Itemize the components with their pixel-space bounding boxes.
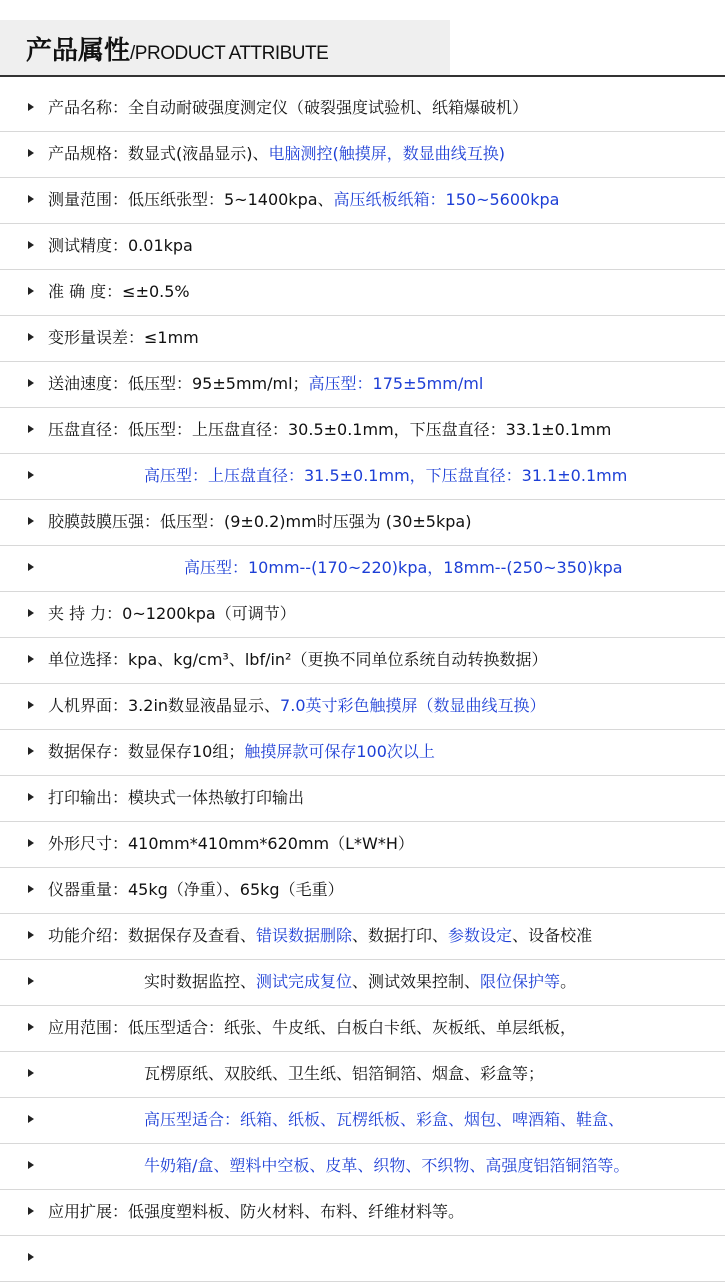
section-title: [26, 30, 328, 67]
attribute-row: [0, 408, 725, 454]
attribute-text-segment: 打印输出：模块式一体热敏打印输出: [48, 788, 305, 807]
attribute-text-segment: 准 确 度：≤±0.5%: [48, 282, 190, 301]
attribute-row: [0, 86, 725, 132]
attribute-text: [48, 143, 505, 165]
attribute-text: [48, 695, 546, 717]
attribute-text: [184, 557, 623, 579]
attribute-row: [0, 1236, 725, 1282]
attribute-text-segment: 外形尺寸：410mm*410mm*620mm（L*W*H）: [48, 834, 414, 853]
attribute-text-segment: 牛奶箱/盒、塑料中空板、皮革、织物、不织物、高强度铝箔铜箔等。: [144, 1156, 630, 1175]
attribute-text-segment: 测试精度：0.01kpa: [48, 236, 193, 255]
attribute-text: [48, 281, 190, 303]
attribute-text: [144, 465, 627, 487]
triangle-bullet-icon: [28, 609, 34, 617]
triangle-bullet-icon: [28, 287, 34, 295]
attribute-text: [144, 1109, 624, 1131]
triangle-bullet-icon: [28, 563, 34, 571]
attribute-text-segment: 高压型：175±5mm/ml: [308, 374, 484, 393]
attribute-row: [0, 362, 725, 408]
attribute-text: [144, 1063, 544, 1085]
attribute-text: [48, 97, 528, 119]
attribute-row: [0, 316, 725, 362]
triangle-bullet-icon: [28, 839, 34, 847]
attribute-list: [0, 86, 725, 1282]
attribute-text-segment: 仪器重量：45kg（净重）、65kg（毛重）: [48, 880, 344, 899]
attribute-row: [0, 914, 725, 960]
triangle-bullet-icon: [28, 333, 34, 341]
attribute-text-segment: 数据保存：数显保存10组；: [48, 742, 245, 761]
attribute-text-segment: 胶膜鼓膜压强：低压型：(9±0.2)mm时压强为 (30±5kpa): [48, 512, 472, 531]
attribute-row: [0, 592, 725, 638]
attribute-text: [48, 833, 414, 855]
attribute-text-segment: 产品规格：数显式(液晶显示)、: [48, 144, 269, 163]
attribute-text-segment: 高压纸板纸箱：150~5600kpa: [333, 190, 560, 209]
attribute-text-segment: 测试完成复位: [256, 972, 353, 991]
attribute-text-segment: 、数据打印、: [352, 926, 449, 945]
attribute-text: [144, 1155, 629, 1177]
attribute-text: [48, 373, 483, 395]
triangle-bullet-icon: [28, 1115, 34, 1123]
attribute-text-segment: 压盘直径：低压型：上压盘直径：30.5±0.1mm，下压盘直径：33.1±0.1mm: [48, 420, 612, 439]
attribute-text-segment: 高压型：10mm--(170~220)kpa，18mm--(250~350)kpa: [184, 558, 623, 577]
triangle-bullet-icon: [28, 931, 34, 939]
attribute-row: [0, 1052, 725, 1098]
triangle-bullet-icon: [28, 1207, 34, 1215]
section-title-en: /PRODUCT ATTRIBUTE: [130, 43, 329, 64]
attribute-row: [0, 822, 725, 868]
triangle-bullet-icon: [28, 701, 34, 709]
attribute-text: [48, 327, 199, 349]
attribute-row: [0, 454, 725, 500]
triangle-bullet-icon: [28, 1069, 34, 1077]
attribute-row: [0, 960, 725, 1006]
header-divider: [0, 75, 725, 77]
attribute-text-segment: 高压型：上压盘直径：31.5±0.1mm，下压盘直径：31.1±0.1mm: [144, 466, 628, 485]
attribute-text: [48, 649, 547, 671]
attribute-text-segment: 限位保护等: [480, 972, 561, 991]
triangle-bullet-icon: [28, 793, 34, 801]
triangle-bullet-icon: [28, 1253, 34, 1261]
attribute-row: [0, 1190, 725, 1236]
attribute-text: [48, 511, 471, 533]
attribute-text: [48, 879, 344, 901]
attribute-text-segment: 单位选择：kpa、kg/cm³、lbf/in²（更换不同单位系统自动转换数据）: [48, 650, 548, 669]
attribute-row: [0, 776, 725, 822]
triangle-bullet-icon: [28, 471, 34, 479]
attribute-row: [0, 638, 725, 684]
attribute-row: [0, 500, 725, 546]
attribute-text-segment: 送油速度：低压型：95±5mm/ml；: [48, 374, 309, 393]
attribute-text-segment: 应用范围：低压型适合：纸张、牛皮纸、白板白卡纸、灰板纸、单层纸板，: [48, 1018, 577, 1037]
triangle-bullet-icon: [28, 241, 34, 249]
triangle-bullet-icon: [28, 1023, 34, 1031]
triangle-bullet-icon: [28, 195, 34, 203]
attribute-text-segment: 、测试效果控制、: [352, 972, 481, 991]
attribute-text-segment: 应用扩展：低强度塑料板、防火材料、布料、纤维材料等。: [48, 1202, 465, 1221]
attribute-row: [0, 132, 725, 178]
attribute-row: [0, 270, 725, 316]
attribute-text-segment: 功能介绍：数据保存及查看、: [48, 926, 257, 945]
triangle-bullet-icon: [28, 425, 34, 433]
triangle-bullet-icon: [28, 747, 34, 755]
attribute-text: [48, 1201, 464, 1223]
attribute-text-segment: 实时数据监控、: [144, 972, 257, 991]
triangle-bullet-icon: [28, 103, 34, 111]
triangle-bullet-icon: [28, 885, 34, 893]
attribute-row: [0, 1098, 725, 1144]
attribute-text: [48, 235, 193, 257]
attribute-text-segment: 触摸屏款可保存100次以上: [244, 742, 435, 761]
attribute-row: [0, 178, 725, 224]
attribute-row: [0, 868, 725, 914]
attribute-text: [48, 741, 435, 763]
triangle-bullet-icon: [28, 977, 34, 985]
triangle-bullet-icon: [28, 517, 34, 525]
attribute-row: [0, 730, 725, 776]
triangle-bullet-icon: [28, 379, 34, 387]
attribute-text-segment: 瓦楞原纸、双胶纸、卫生纸、铝箔铜箔、烟盒、彩盒等；: [144, 1064, 545, 1083]
attribute-text-segment: 电脑测控(触摸屏，数显曲线互换): [268, 144, 505, 163]
attribute-text-segment: 人机界面：3.2in数显液晶显示、: [48, 696, 281, 715]
attribute-text-segment: 。: [560, 972, 577, 991]
attribute-text-segment: 测量范围：低压纸张型：5~1400kpa、: [48, 190, 334, 209]
attribute-text-segment: 参数设定: [448, 926, 513, 945]
triangle-bullet-icon: [28, 149, 34, 157]
attribute-row: [0, 546, 725, 592]
attribute-text: [144, 971, 576, 993]
section-title-cn: 产品属性: [26, 36, 131, 66]
attribute-text-segment: 、设备校准: [512, 926, 593, 945]
attribute-text-segment: 7.0英寸彩色触摸屏（数显曲线互换）: [280, 696, 546, 715]
attribute-text: [48, 603, 296, 625]
attribute-text: [48, 787, 304, 809]
attribute-text-segment: 高压型适合：纸箱、纸板、瓦楞纸板、彩盒、烟包、啤酒箱、鞋盒、: [144, 1110, 625, 1129]
attribute-text: [48, 189, 559, 211]
attribute-text: [48, 419, 611, 441]
attribute-row: [0, 684, 725, 730]
attribute-row: [0, 1006, 725, 1052]
attribute-text-segment: 夹 持 力：0~1200kpa（可调节）: [48, 604, 296, 623]
attribute-text: [48, 1017, 576, 1039]
section-header: [0, 20, 725, 76]
triangle-bullet-icon: [28, 1161, 34, 1169]
attribute-row: [0, 224, 725, 270]
attribute-row: [0, 1144, 725, 1190]
attribute-text: [48, 925, 592, 947]
attribute-text-segment: 产品名称：全自动耐破强度测定仪（破裂强度试验机、纸箱爆破机）: [48, 98, 529, 117]
attribute-text-segment: 错误数据删除: [256, 926, 353, 945]
triangle-bullet-icon: [28, 655, 34, 663]
attribute-text-segment: 变形量误差：≤1mm: [48, 328, 199, 347]
